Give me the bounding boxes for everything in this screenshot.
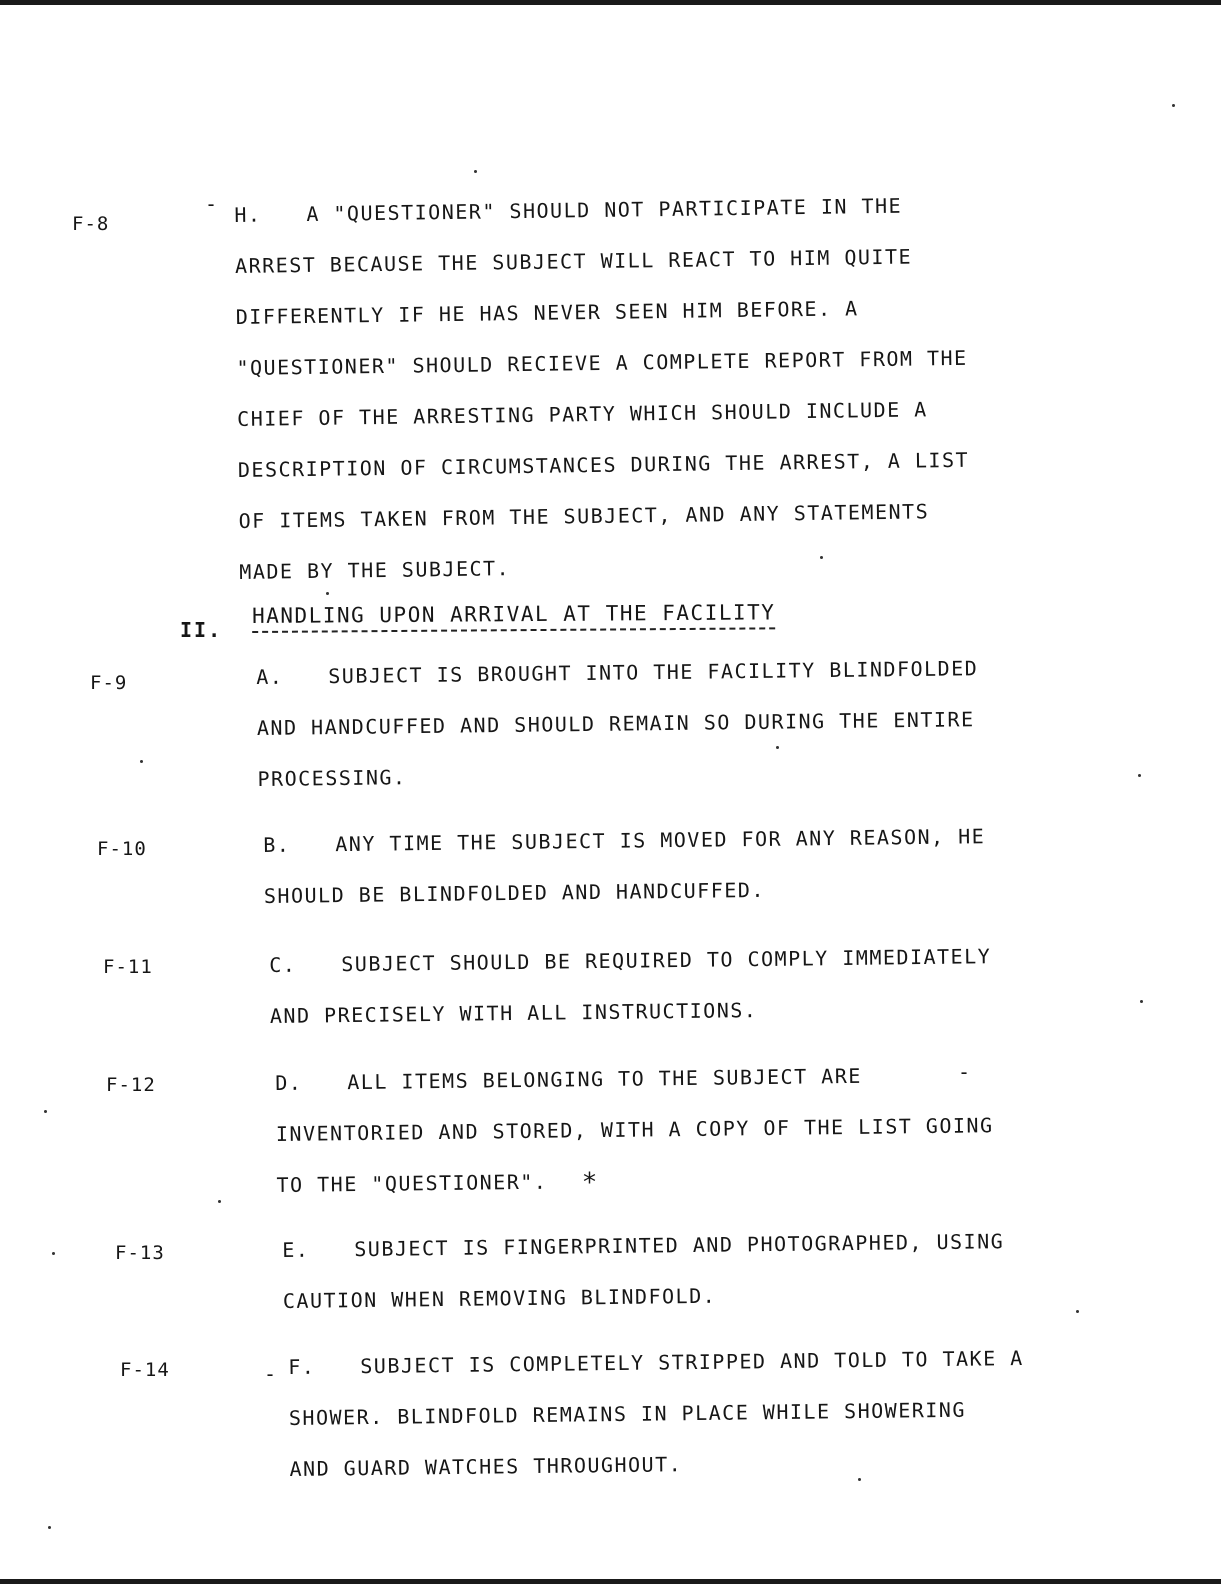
scan-speck	[218, 1200, 221, 1203]
item-d	[275, 1049, 995, 1211]
paragraph-h	[234, 180, 971, 598]
paragraph-h-letter: H.	[234, 202, 262, 227]
scan-speck	[1140, 1000, 1143, 1003]
item-d-line-2: INVENTORIED AND STORED, WITH A COPY OF THE LIST GOING	[275, 1113, 994, 1146]
ref-label-f8: F-8	[72, 213, 110, 235]
scan-top-edge	[0, 0, 1221, 5]
scan-speck	[140, 760, 143, 763]
item-e-letter: E.	[282, 1237, 310, 1262]
item-a-letter: A.	[256, 664, 284, 689]
item-e-line-2: CAUTION WHEN REMOVING BLINDFOLD.	[282, 1283, 717, 1313]
scan-speck	[474, 170, 477, 173]
paragraph-h-line-7: OF ITEMS TAKEN FROM THE SUBJECT, AND ANY STATEMENTS	[238, 499, 930, 533]
scan-speck	[858, 1478, 861, 1481]
item-e-line-1: E. SUBJECT IS FINGERPRINTED AND PHOTOGRAPHED, USING	[282, 1216, 1005, 1276]
item-f	[288, 1333, 1025, 1495]
item-a-line-3: PROCESSING.	[257, 765, 407, 791]
item-a-line-1: A. SUBJECT IS BROUGHT INTO THE FACILITY BLINDFOLDED	[256, 643, 979, 703]
item-c-letter: C.	[269, 952, 297, 977]
paragraph-h-line-5: CHIEF OF THE ARRESTING PARTY WHICH SHOULD INCLUDE A	[237, 397, 928, 431]
paragraph-h-line-6: DESCRIPTION OF CIRCUMSTANCES DURING THE ARREST, A LIST	[237, 447, 970, 482]
scan-speck	[1138, 774, 1141, 777]
item-a	[256, 643, 980, 805]
item-c-line-2: AND PRECISELY WITH ALL INSTRUCTIONS.	[269, 998, 758, 1028]
stray-dash-mark: -	[205, 192, 218, 216]
item-c-line-1: C. SUBJECT SHOULD BE REQUIRED TO COMPLY IMMEDIATELY	[269, 931, 992, 991]
paragraph-h-line-8: MADE BY THE SUBJECT.	[239, 556, 511, 584]
item-b-line-1: B. ANY TIME THE SUBJECT IS MOVED FOR ANY REASON, HE	[263, 811, 986, 871]
item-d-line-1: D. ALL ITEMS BELONGING TO THE SUBJECT ARE	[275, 1049, 993, 1109]
item-f-letter: F.	[288, 1354, 316, 1379]
scan-speck	[52, 1252, 55, 1255]
ref-label-f13: F-13	[115, 1242, 165, 1264]
item-b-line-2: SHOULD BE BLINDFOLDED AND HANDCUFFED.	[263, 877, 766, 908]
item-a-line-2: AND HANDCUFFED AND SHOULD REMAIN SO DURING THE ENTIRE	[256, 707, 975, 740]
item-f-line-2: SHOWER. BLINDFOLD REMAINS IN PLACE WHILE SHOWERING	[288, 1397, 967, 1430]
item-d-letter: D.	[275, 1070, 303, 1095]
scan-speck	[326, 592, 329, 595]
section-number: II.	[180, 618, 223, 642]
scan-speck	[1076, 1310, 1079, 1313]
ref-label-f11: F-11	[103, 956, 153, 978]
asterisk-mark-icon: ⁎	[583, 1160, 596, 1190]
ref-label-f9: F-9	[90, 672, 128, 694]
item-f-line-1: F. SUBJECT IS COMPLETELY STRIPPED AND TOLD TO TAKE A	[288, 1333, 1024, 1393]
scan-speck	[48, 1526, 51, 1529]
ref-label-f12: F-12	[106, 1074, 156, 1096]
item-c	[269, 931, 992, 1042]
paragraph-h-line-4: "QUESTIONER" SHOULD RECIEVE A COMPLETE REPORT FROM THE	[236, 345, 968, 380]
stray-dash-mark-2: -	[958, 1060, 971, 1084]
paragraph-h-line-3: DIFFERENTLY IF HE HAS NEVER SEEN HIM BEFORE. A	[235, 296, 859, 329]
scan-speck	[1172, 104, 1175, 107]
section-title: HANDLING UPON ARRIVAL AT THE FACILITY	[252, 600, 775, 633]
item-d-line-3: TO THE "QUESTIONER".	[276, 1169, 548, 1197]
scan-speck	[820, 556, 823, 559]
item-e	[282, 1216, 1005, 1327]
item-b-letter: B.	[263, 832, 291, 857]
item-f-line-3: AND GUARD WATCHES THROUGHOUT.	[289, 1452, 683, 1481]
scan-bottom-edge	[0, 1579, 1221, 1584]
item-b	[263, 811, 986, 922]
scan-speck	[776, 746, 779, 749]
scan-speck	[44, 1110, 47, 1113]
paragraph-h-line-1: H. A "QUESTIONER" SHOULD NOT PARTICIPATE IN THE	[234, 180, 966, 241]
ref-label-f14: F-14	[120, 1359, 170, 1381]
ref-label-f10: F-10	[97, 838, 147, 860]
paragraph-h-line-2: ARREST BECAUSE THE SUBJECT WILL REACT TO HIM QUITE	[234, 244, 913, 278]
stray-dash-mark-3: -	[264, 1362, 277, 1386]
